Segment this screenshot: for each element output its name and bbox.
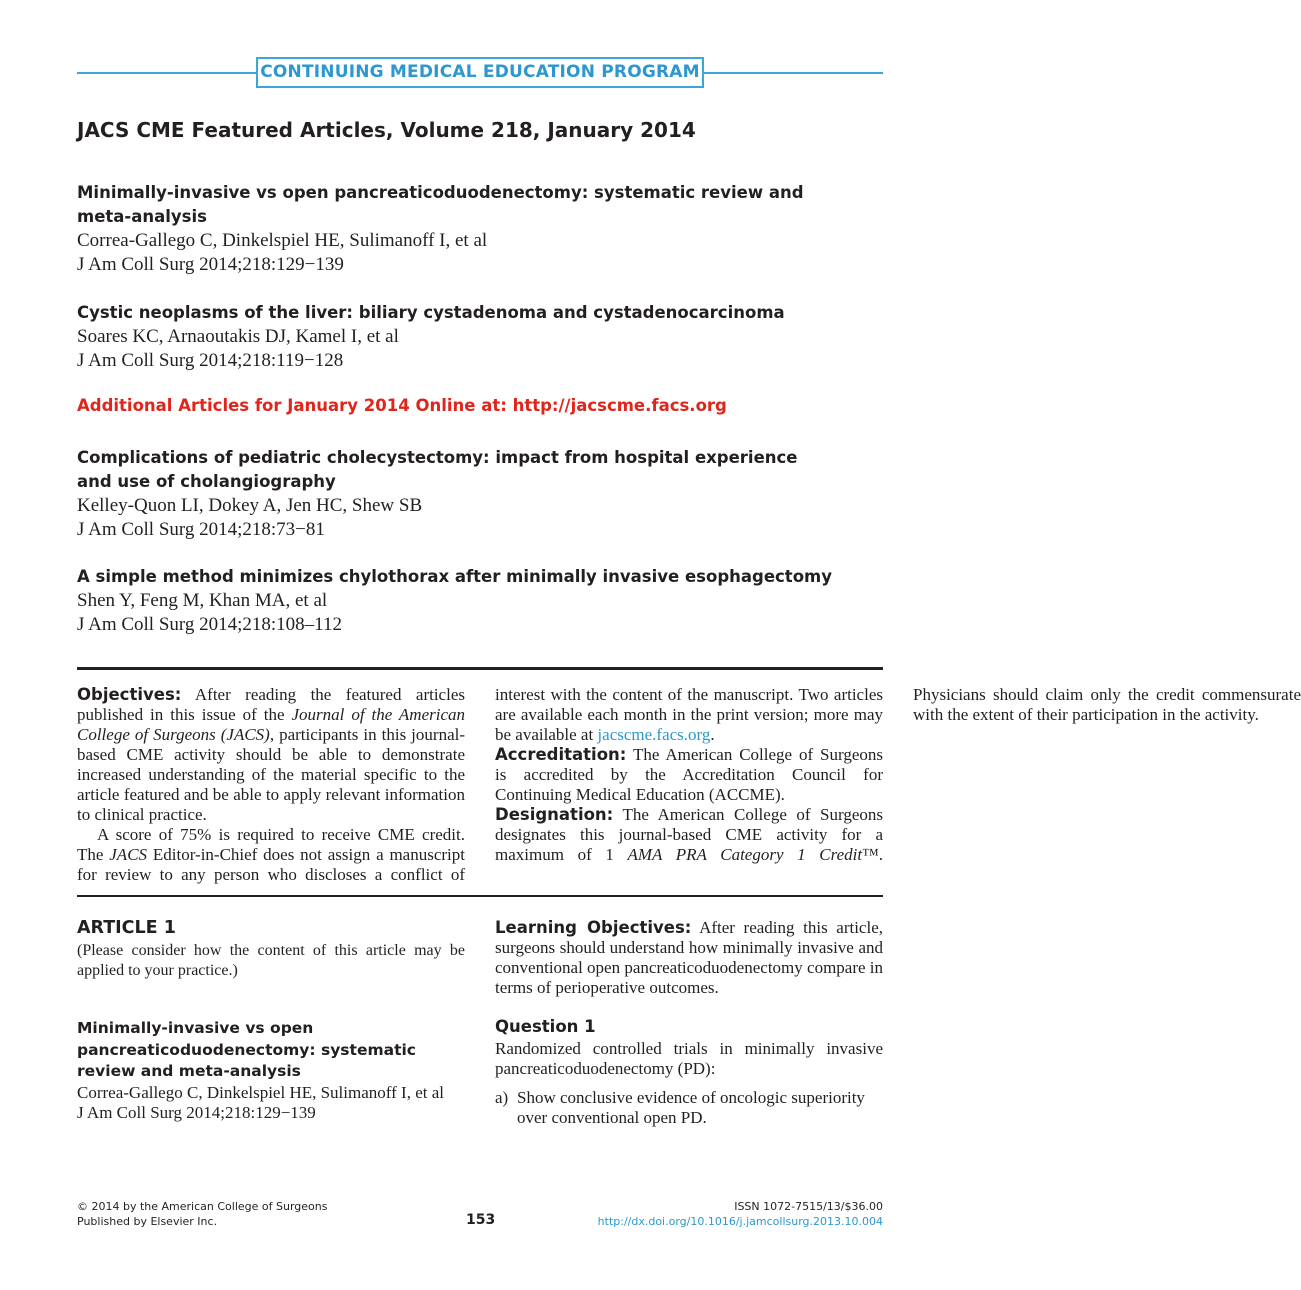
- article1-left-column: [77, 918, 465, 1123]
- article-citation: J Am Coll Surg 2014;218:119−128: [77, 349, 344, 371]
- featured-article-1: [77, 181, 837, 276]
- designation-text: The American College of Surgeons designates this journal-based CME activity for a maximum of 1: [495, 805, 883, 864]
- section-divider-bottom: [77, 895, 883, 897]
- designation-text-cont: ™. Physicians should claim only the credit commensurate with the extent of their participation in the activity.: [862, 685, 1301, 864]
- banner-rule-right: [702, 72, 883, 74]
- jacs-abbrev: JACS: [109, 845, 148, 864]
- objectives-label: Objectives:: [77, 685, 182, 704]
- issn: ISSN 1072-7515/13/$36.00: [734, 1200, 883, 1213]
- article1-note: (Please consider how the content of this article may be applied to your practice.): [77, 942, 465, 979]
- score-text: A score of 75% is required to receive CME credit. The: [77, 825, 465, 864]
- question1-heading: Question 1: [495, 1017, 596, 1036]
- article-title: Minimally-invasive vs open pancreaticoduodenectomy: systematic review and meta-analysis: [77, 183, 804, 226]
- article-title: Cystic neoplasms of the liver: biliary cystadenoma and cystadenocarcinoma: [77, 303, 785, 322]
- section-divider-top: [77, 667, 883, 670]
- article-title: A simple method minimizes chylothorax after minimally invasive esophagectomy: [77, 567, 832, 586]
- answer-option-a[interactable]: [495, 1088, 883, 1128]
- learning-objectives-label: Learning Objectives:: [495, 918, 692, 937]
- accreditation-label: Accreditation:: [495, 745, 627, 764]
- article-authors: Soares KC, Arnaoutakis DJ, Kamel I, et al: [77, 326, 399, 347]
- additional-articles-link[interactable]: Additional Articles for January 2014 Online at: http://jacscme.facs.org: [77, 396, 727, 415]
- info-columns: [77, 685, 1301, 885]
- objectives-text: After reading the featured articles published in this issue of the: [77, 685, 465, 724]
- page-number: 153: [466, 1212, 496, 1228]
- publisher: Published by Elsevier Inc.: [77, 1215, 218, 1228]
- footer-right: [598, 1199, 883, 1229]
- page-title: JACS CME Featured Articles, Volume 218, January 2014: [77, 118, 696, 142]
- option-text: Show conclusive evidence of oncologic superiority over conventional open PD.: [517, 1088, 865, 1127]
- article1-title: Minimally-invasive vs open pancreaticoduodenectomy: systematic review and meta-analysis: [77, 1019, 416, 1080]
- score-text-cont: Editor-in-Chief does not assign a manuscript for review to any person who discloses a conflict of interest with the content of the manuscript. Two articles are available each month in the print version; more may be available at: [77, 685, 883, 884]
- credit-name: AMA PRA Category 1 Credit: [627, 845, 863, 864]
- article1-citation: J Am Coll Surg 2014;218:129−139: [77, 1102, 316, 1122]
- online-article-2: [77, 565, 837, 636]
- learning-objectives-text: After reading this article, surgeons should understand how minimally invasive and conventional open pancreaticoduodenectomy compare in terms of perioperative outcomes.: [495, 918, 884, 997]
- article-authors: Kelley-Quon LI, Dokey A, Jen HC, Shew SB: [77, 495, 423, 516]
- article-citation: J Am Coll Surg 2014;218:108–112: [77, 613, 342, 635]
- article-citation: J Am Coll Surg 2014;218:129−139: [77, 253, 344, 275]
- article-title: Complications of pediatric cholecystectomy: impact from hospital experience and use of cholangiography: [77, 448, 798, 491]
- article-authors: Shen Y, Feng M, Khan MA, et al: [77, 590, 328, 611]
- objectives-paragraph: [77, 685, 465, 825]
- designation-label: Designation:: [495, 805, 614, 824]
- doi-link[interactable]: http://dx.doi.org/10.1016/j.jamcollsurg.2013.10.004: [597, 1215, 883, 1228]
- article-citation: J Am Coll Surg 2014;218:73−81: [77, 518, 325, 540]
- accreditation-paragraph: [495, 745, 883, 805]
- section-banner: CONTINUING MEDICAL EDUCATION PROGRAM: [256, 57, 704, 88]
- accreditation-text: The American College of Surgeons is accredited by the Accreditation Council for Continuing Medical Education (ACCME).: [495, 745, 883, 804]
- online-article-1: [77, 446, 837, 541]
- option-letter: a): [495, 1088, 509, 1107]
- banner-rule-left: [77, 72, 257, 74]
- copyright: © 2014 by the American College of Surgeons: [77, 1200, 328, 1213]
- article1-authors: Correa-Gallego C, Dinkelspiel HE, Sulimanoff I, et al: [77, 1082, 444, 1102]
- learning-objectives-paragraph: [495, 918, 883, 998]
- featured-article-2: [77, 301, 837, 372]
- footer-left: [77, 1199, 327, 1229]
- score-end: .: [710, 725, 715, 744]
- objectives-text-cont: , participants in this journal-based CME activity should be able to demonstrate increased understanding of the material specific to the article featured and be able to apply relevant information to clinical practice.: [77, 725, 465, 824]
- question1-stem: Randomized controlled trials in minimally invasive pancreaticoduodenectomy (PD):: [495, 1039, 883, 1078]
- article-authors: Correa-Gallego C, Dinkelspiel HE, Sulimanoff I, et al: [77, 230, 488, 251]
- journal-name: Journal of the American College of Surgeons (JACS): [77, 705, 465, 744]
- cme-website-link[interactable]: jacscme.facs.org: [597, 725, 711, 744]
- article1-right-column: [495, 918, 883, 1128]
- article1-heading: ARTICLE 1: [77, 918, 176, 938]
